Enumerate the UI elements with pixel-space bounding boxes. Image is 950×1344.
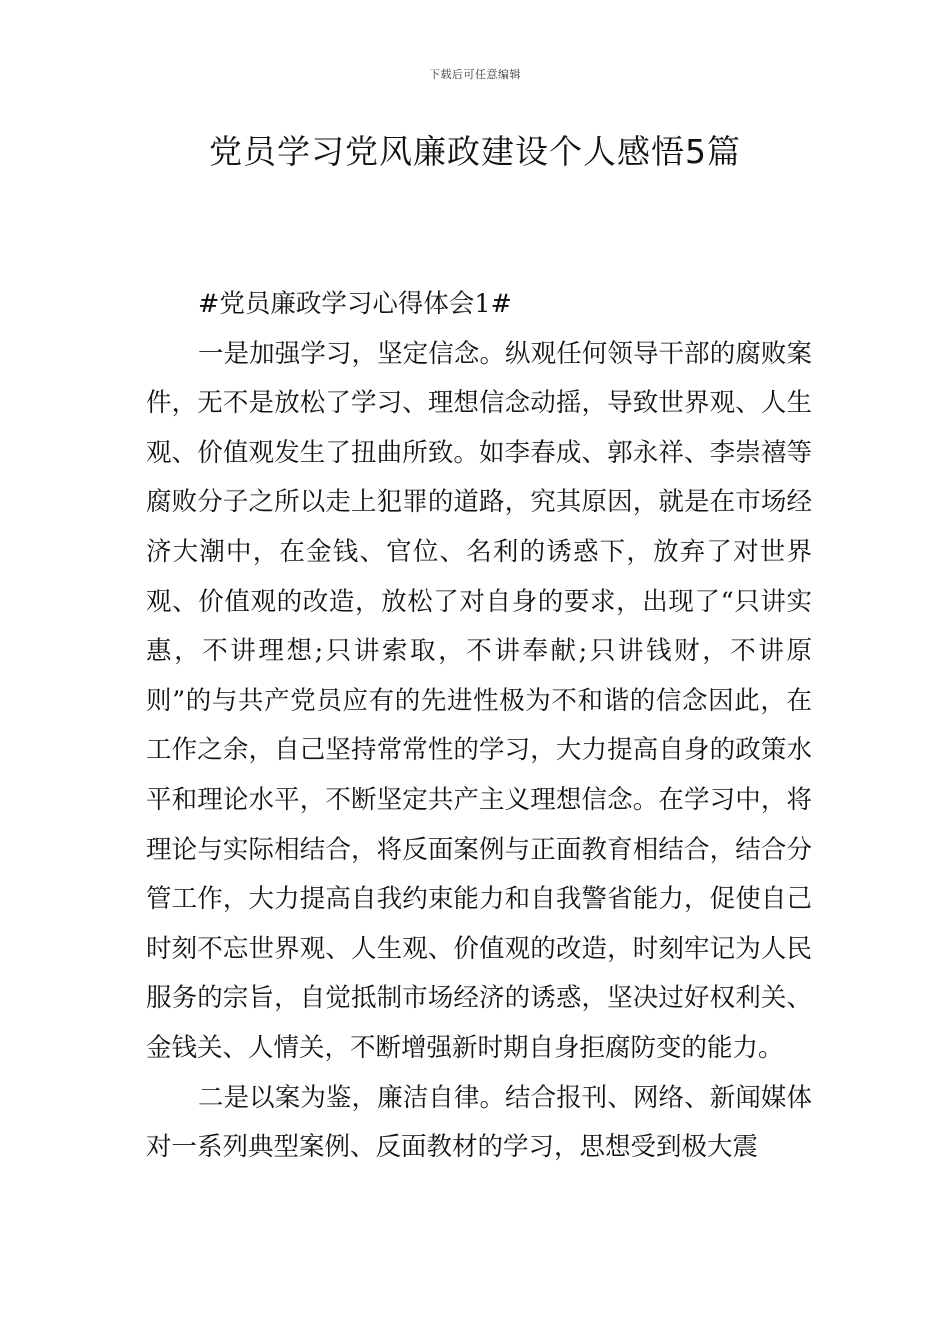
header-note: 下载后可任意编辑 [429,68,521,81]
paragraph-2: 二是以案为鉴，廉洁自律。结合报刊、网络、新闻媒体对一系列典型案例、反面教材的学习，思想受到极大震 [146,1082,812,1163]
section-heading: #党员廉政学习心得体会1# [198,289,512,319]
paragraph-1: 一是加强学习，坚定信念。纵观任何领导干部的腐败案件，无不是放松了学习、理想信念动摇，导致世界观、人生观、价值观发生了扭曲所致。如李春成、郭永祥、李崇禧等腐败分子之所以走上犯罪的道路，究其原因，就是在市场经济大潮中，在金钱、官位、名利的诱惑下，放弃了对世界观、价值观的改造，放松了对自身的要求，出现了“只讲实惠，不讲理想;只讲索取，不讲奉献;只讲钱财，不讲原则”的与共产党员应有的先进性极为不和谐的信念因此，在工作之余，自己坚持常常性的学习，大力提高自身的政策水平和理论水平，不断坚定共产主义理想信念。在学习中，将理论与实际相结合，将反面案例与正面教育相结合，结合分管工作，大力提高自我约束能力和自我警省能力，促使自己时刻不忘世界观、人生观、价值观的改造，时刻牢记为人民服务的宗旨，自觉抵制市场经济的诱惑，坚决过好权利关、金钱关、人情关，不断增强新时期自身拒腐防变的能力。 [146,338,812,1063]
document-body [146,280,812,1173]
document-title: 党员学习党风廉政建设个人感悟5篇 [209,132,741,171]
